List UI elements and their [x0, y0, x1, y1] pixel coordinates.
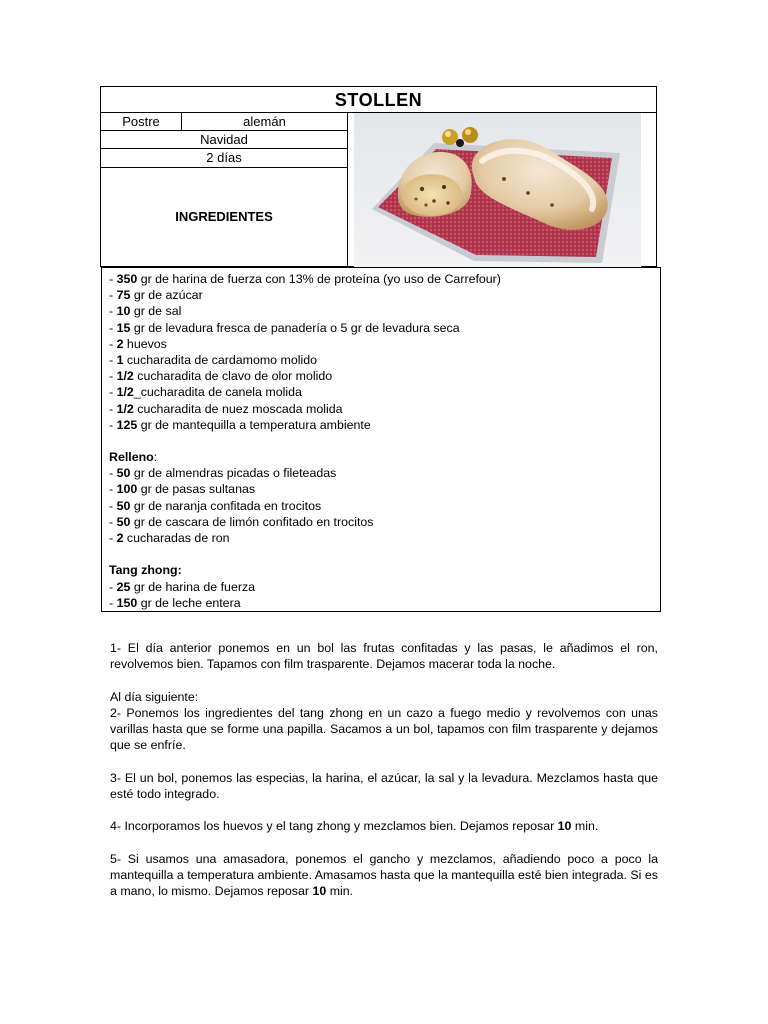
tangzhong-item [109, 579, 660, 595]
filling-title: Relleno [109, 450, 154, 465]
filling-description: gr de cascara de limón confitado en trocitos [130, 514, 374, 529]
ingredients-heading: INGREDIENTES [175, 209, 273, 224]
ingredient-item [109, 401, 660, 417]
filling-item [109, 465, 660, 481]
ingredients-list [109, 271, 660, 433]
step-4-unit: min. [571, 819, 599, 834]
filling-item [109, 514, 660, 530]
ingredient-quantity: 10 [116, 304, 131, 319]
ingredient-description: cucharadita de nuez moscada molida [133, 401, 343, 416]
recipe-title: STOLLEN [101, 87, 656, 113]
ingredient-description: cucharadita de clavo de olor molido [133, 369, 333, 384]
category-cell: Postre [101, 113, 182, 131]
ingredient-description: gr de sal [130, 304, 182, 319]
step-3: 3- El un bol, ponemos las especias, la harina, el azúcar, la sal y la levadura. Mezclamos hasta que esté todo integrado. [110, 770, 658, 801]
origin-cell: alemán [182, 113, 348, 131]
recipe-header-table [100, 86, 657, 267]
bullet-dash: - [109, 595, 117, 610]
tangzhong-quantity: 25 [116, 579, 131, 594]
filling-list [109, 465, 660, 546]
ingredient-item [109, 352, 660, 368]
bullet-dash: - [109, 369, 117, 384]
ingredient-description: gr de mantequilla a temperatura ambiente [137, 417, 371, 432]
filling-quantity: 2 [116, 531, 124, 545]
ingredient-quantity: 1 [116, 352, 124, 367]
filling-item [109, 498, 660, 514]
photo-cell [348, 113, 641, 267]
tangzhong-title: Tang zhong: [109, 563, 182, 578]
bullet-dash: - [109, 417, 117, 432]
bullet-dash: - [109, 320, 117, 335]
ingredient-quantity: 350 [116, 272, 138, 286]
step-4-text: 4- Incorporamos los huevos y el tang zhong y mezclamos bien. Dejamos reposar [110, 819, 558, 834]
ingredient-description: gr de levadura fresca de panadería o 5 gr de levadura seca [130, 320, 460, 335]
bullet-dash: - [109, 385, 117, 400]
filling-colon: : [153, 450, 158, 465]
tangzhong-item [109, 595, 660, 611]
bullet-dash: - [109, 304, 117, 319]
filling-description: gr de naranja confitada en trocitos [130, 498, 322, 513]
ingredient-quantity: 125 [116, 417, 138, 432]
bullet-dash: - [109, 531, 117, 545]
ingredient-quantity: 15 [116, 320, 131, 335]
step-5-text: 5- Si usamos una amasadora, ponemos el gancho y mezclamos, añadiendo poco a poco la mantequilla a temperatura ambiente. Amasamos hasta que la mantequilla esté bien integrada. Si es a mano, lo mismo. Dejamos reposar [110, 851, 658, 898]
ingredient-quantity: 1/2 [116, 401, 134, 416]
tangzhong-description: gr de leche entera [137, 595, 241, 610]
ingredient-item [109, 384, 660, 400]
bullet-dash: - [109, 272, 117, 286]
tangzhong-quantity: 150 [116, 595, 138, 610]
ingredient-description: gr de azúcar [130, 288, 203, 303]
ingredient-item [109, 368, 660, 384]
step-5 [110, 851, 658, 900]
bullet-dash: - [109, 352, 117, 367]
next-day-label: Al día siguiente: [110, 689, 199, 704]
bullet-dash: - [109, 579, 117, 594]
tangzhong-description: gr de harina de fuerza [130, 579, 256, 594]
step-4 [110, 818, 658, 834]
filling-item [109, 481, 660, 497]
filling-quantity: 50 [116, 466, 131, 481]
ingredient-description: _cucharadita de canela molida [133, 385, 302, 400]
stollen-photo [354, 113, 641, 267]
ingredients-box [101, 267, 661, 612]
ingredient-item [109, 320, 660, 336]
filling-description: cucharadas de ron [123, 531, 230, 545]
ingredient-description: gr de harina de fuerza con 13% de proteína (yo uso de Carrefour) [137, 272, 501, 286]
step-5-minutes: 10 [312, 883, 327, 898]
ingredient-item [109, 417, 660, 433]
bullet-dash: - [109, 498, 117, 513]
filling-title-line [109, 449, 660, 465]
ingredient-item [109, 271, 660, 287]
step-4-minutes: 10 [557, 819, 572, 834]
preparation-steps [110, 640, 658, 915]
bullet-dash: - [109, 401, 117, 416]
ingredient-description: cucharadita de cardamomo molido [123, 352, 318, 367]
duration-cell: 2 días [101, 149, 348, 168]
ingredients-heading-cell [101, 168, 348, 267]
step-1: 1- El día anterior ponemos en un bol las frutas confitadas y las pasas, le añadimos el ron, revolvemos bien. Tapamos con film trasparente. Dejamos macerar toda la noche. [110, 641, 658, 672]
occasion-cell: Navidad [101, 131, 348, 149]
filling-quantity: 50 [116, 498, 131, 513]
ingredient-quantity: 1/2 [116, 385, 134, 400]
bullet-dash: - [109, 514, 117, 529]
tangzhong-list [109, 579, 660, 611]
step-2: 2- Ponemos los ingredientes del tang zhong en un cazo a fuego medio y revolvemos con unas varillas hasta que se forme una papilla. Sacamos a un bol, tapamos con film trasparente y dejamos que se enfríe. [110, 705, 658, 753]
filling-quantity: 100 [116, 482, 138, 497]
ingredient-item [109, 287, 660, 303]
ingredient-quantity: 1/2 [116, 369, 134, 384]
bullet-dash: - [109, 288, 117, 303]
ingredient-item [109, 303, 660, 319]
bullet-dash: - [109, 482, 117, 497]
filling-quantity: 50 [116, 514, 131, 529]
filling-item [109, 530, 660, 546]
filling-description: gr de pasas sultanas [137, 482, 256, 497]
ingredient-quantity: 75 [116, 288, 131, 303]
bullet-dash: - [109, 466, 117, 481]
ingredient-item [109, 336, 660, 352]
ingredient-description: huevos [123, 336, 167, 351]
step-5-unit: min. [326, 883, 354, 898]
bullet-dash: - [109, 336, 117, 351]
filling-description: gr de almendras picadas o fileteadas [130, 466, 337, 481]
ingredient-quantity: 2 [116, 336, 124, 351]
